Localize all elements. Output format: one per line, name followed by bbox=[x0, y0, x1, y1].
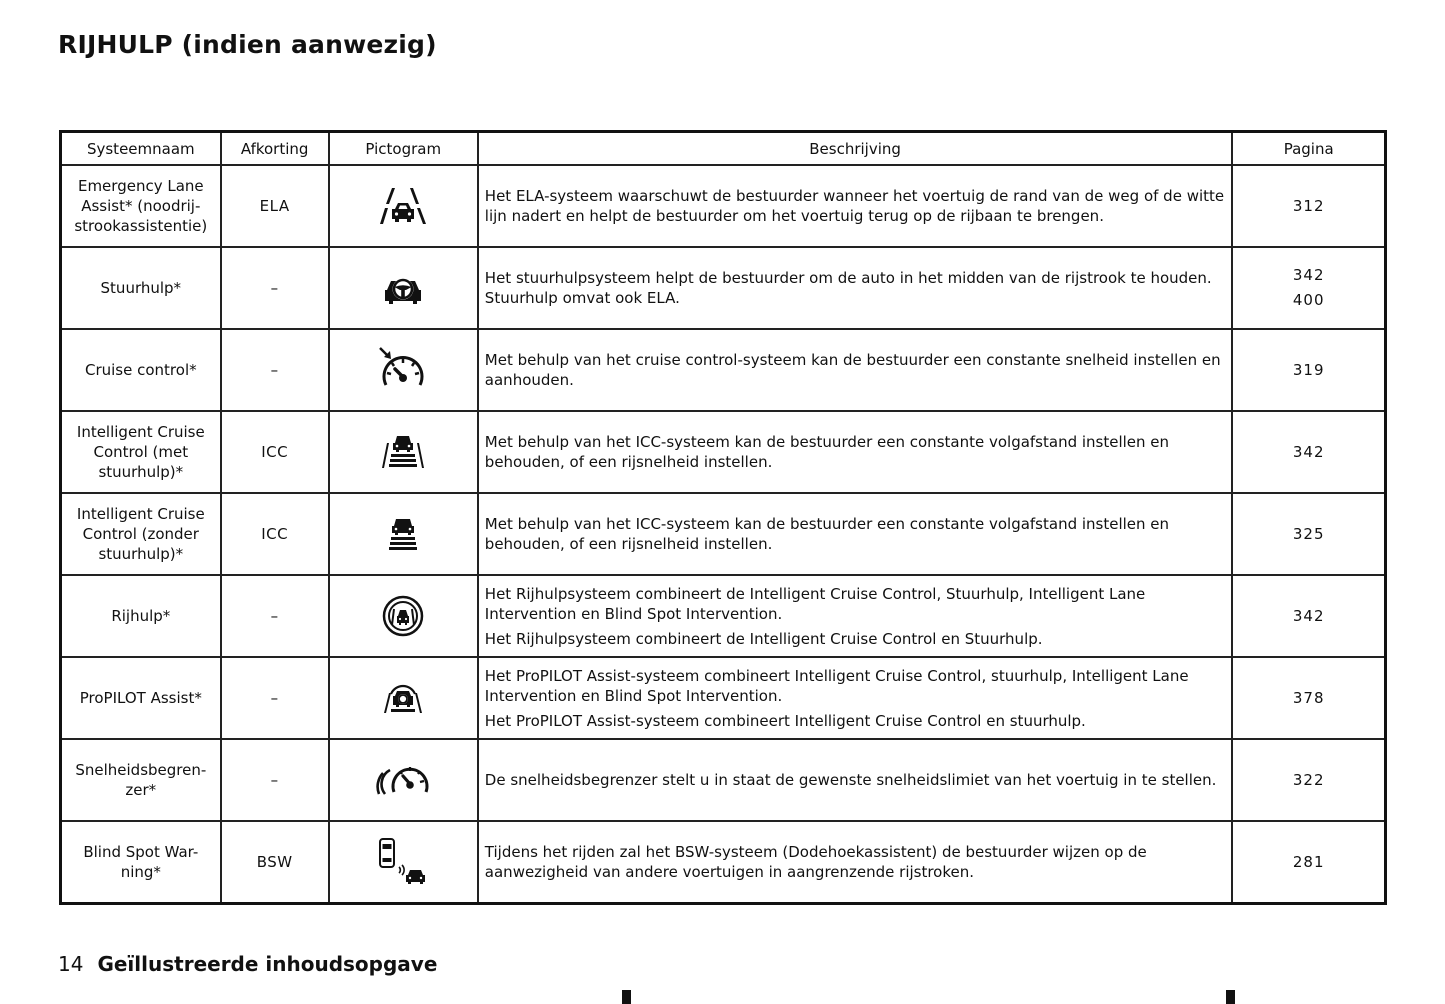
page-numbers bbox=[1232, 493, 1385, 575]
header-pictogram: Pictogram bbox=[329, 132, 478, 166]
system-name: Emergency Lane Assist* (noodrij-strookassistentie) bbox=[61, 165, 221, 247]
description bbox=[478, 247, 1233, 329]
system-name: Intelligent Cruise Control (met stuurhulp)* bbox=[61, 411, 221, 493]
page-number: 281 bbox=[1292, 852, 1325, 871]
description-text: De snelheidsbegrenzer stelt u in staat de gewenste snelheidslimiet van het voertuig in te stellen. bbox=[484, 771, 1217, 789]
table-row bbox=[61, 329, 1386, 411]
pictogram-cell bbox=[329, 493, 478, 575]
page-number: 322 bbox=[1292, 770, 1325, 789]
system-name: Blind Spot War-ning* bbox=[61, 821, 221, 904]
table-row bbox=[61, 493, 1386, 575]
description-text: Met behulp van het ICC-systeem kan de bestuurder een constante volgafstand instellen en behouden, of een rijsnelheid instellen. bbox=[484, 515, 1170, 553]
description bbox=[478, 739, 1233, 821]
abbreviation: ICC bbox=[221, 411, 329, 493]
pictogram-cell bbox=[329, 165, 478, 247]
table-header-row bbox=[61, 132, 1386, 166]
header-page: Pagina bbox=[1232, 132, 1385, 166]
page-numbers bbox=[1232, 247, 1385, 329]
system-name: Snelheidsbegren-zer* bbox=[61, 739, 221, 821]
pictogram-cell bbox=[329, 329, 478, 411]
abbreviation: – bbox=[221, 247, 329, 329]
description-text: Tijdens het rijden zal het BSW-systeem (Dodehoekassistent) de bestuurder wijzen op de aanwezigheid van andere voertuigen in aangrenzende rijstroken. bbox=[484, 843, 1147, 881]
abbreviation: – bbox=[221, 575, 329, 657]
description-text: Het Rijhulpsysteem combineert de Intelligent Cruise Control en Stuurhulp. bbox=[484, 629, 1043, 648]
page-numbers bbox=[1232, 657, 1385, 739]
header-description: Beschrijving bbox=[478, 132, 1233, 166]
system-name: Rijhulp* bbox=[61, 575, 221, 657]
page-number: 312 bbox=[1292, 196, 1325, 215]
table-row bbox=[61, 411, 1386, 493]
page-number: 342 bbox=[1292, 606, 1325, 625]
description-text: Het Rijhulpsysteem combineert de Intelligent Cruise Control, Stuurhulp, Intelligent Lane Intervention en Blind Spot Intervention. bbox=[484, 584, 1146, 623]
table-row bbox=[61, 657, 1386, 739]
cruise-control-icon bbox=[377, 345, 429, 395]
description bbox=[478, 821, 1233, 904]
description bbox=[478, 657, 1233, 739]
page-numbers bbox=[1232, 165, 1385, 247]
driving-assist-table bbox=[59, 130, 1387, 905]
table-row bbox=[61, 247, 1386, 329]
page-numbers bbox=[1232, 821, 1385, 904]
system-name: Stuurhulp* bbox=[61, 247, 221, 329]
description-text: Met behulp van het ICC-systeem kan de bestuurder een constante volgafstand instellen en behouden, of een rijsnelheid instellen. bbox=[484, 433, 1170, 471]
steering-assist-icon bbox=[382, 270, 424, 306]
table-row bbox=[61, 165, 1386, 247]
abbreviation: – bbox=[221, 739, 329, 821]
abbreviation: ELA bbox=[221, 165, 329, 247]
page-numbers bbox=[1232, 739, 1385, 821]
page-numbers bbox=[1232, 575, 1385, 657]
page-number: 319 bbox=[1292, 360, 1325, 379]
icc-steering-icon bbox=[381, 433, 425, 471]
page-number: 378 bbox=[1292, 688, 1325, 707]
description bbox=[478, 411, 1233, 493]
pictogram-cell bbox=[329, 657, 478, 739]
description-text: Het ProPILOT Assist-systeem combineert Intelligent Cruise Control, stuurhulp, Intelligent Lane Intervention en Blind Spot Intervention. bbox=[484, 666, 1189, 705]
lane-departure-icon bbox=[379, 184, 427, 228]
system-name: Cruise control* bbox=[61, 329, 221, 411]
abbreviation: – bbox=[221, 657, 329, 739]
description-text: Met behulp van het cruise control-systeem kan de bestuurder een constante snelheid instellen en aanhouden. bbox=[484, 351, 1221, 389]
table-row bbox=[61, 821, 1386, 904]
page-number: 342 bbox=[1292, 266, 1325, 284]
header-system-name: Systeemnaam bbox=[61, 132, 221, 166]
description-text: Het ProPILOT Assist-systeem combineert Intelligent Cruise Control en stuurhulp. bbox=[484, 711, 1086, 730]
page-title: RIJHULP (indien aanwezig) bbox=[58, 30, 437, 59]
driving-assist-icon bbox=[381, 594, 425, 638]
abbreviation: – bbox=[221, 329, 329, 411]
header-abbreviation: Afkorting bbox=[221, 132, 329, 166]
icc-distance-icon bbox=[386, 516, 420, 552]
page-number: 325 bbox=[1292, 524, 1325, 543]
page-numbers bbox=[1232, 329, 1385, 411]
blind-spot-warning-icon bbox=[377, 837, 429, 887]
page-number: 342 bbox=[1292, 442, 1325, 461]
page-number: 400 bbox=[1292, 291, 1325, 309]
pictogram-cell bbox=[329, 247, 478, 329]
description bbox=[478, 575, 1233, 657]
abbreviation: ICC bbox=[221, 493, 329, 575]
page-footer bbox=[58, 952, 437, 976]
crop-mark bbox=[1226, 990, 1235, 1004]
speed-limiter-icon bbox=[376, 760, 430, 800]
description bbox=[478, 493, 1233, 575]
pictogram-cell bbox=[329, 575, 478, 657]
footer-section-label: Geïllustreerde inhoudsopgave bbox=[97, 952, 438, 976]
crop-mark bbox=[622, 990, 631, 1004]
system-name: Intelligent Cruise Control (zonder stuurhulp)* bbox=[61, 493, 221, 575]
page-numbers bbox=[1232, 411, 1385, 493]
description-text: Het stuurhulpsysteem helpt de bestuurder om de auto in het midden van de rijstrook te houden. Stuurhulp omvat ook ELA. bbox=[484, 269, 1212, 307]
description-text: Het ELA-systeem waarschuwt de bestuurder wanneer het voertuig de rand van de weg of de witte lijn nadert en helpt de bestuurder om het voertuig terug op de rijbaan te brengen. bbox=[484, 187, 1225, 225]
pictogram-cell bbox=[329, 739, 478, 821]
table-row bbox=[61, 575, 1386, 657]
abbreviation: BSW bbox=[221, 821, 329, 904]
description bbox=[478, 165, 1233, 247]
table-row bbox=[61, 739, 1386, 821]
description bbox=[478, 329, 1233, 411]
pictogram-cell bbox=[329, 821, 478, 904]
system-name: ProPILOT Assist* bbox=[61, 657, 221, 739]
pictogram-cell bbox=[329, 411, 478, 493]
propilot-assist-icon bbox=[383, 680, 423, 716]
footer-page-number: 14 bbox=[58, 952, 84, 976]
